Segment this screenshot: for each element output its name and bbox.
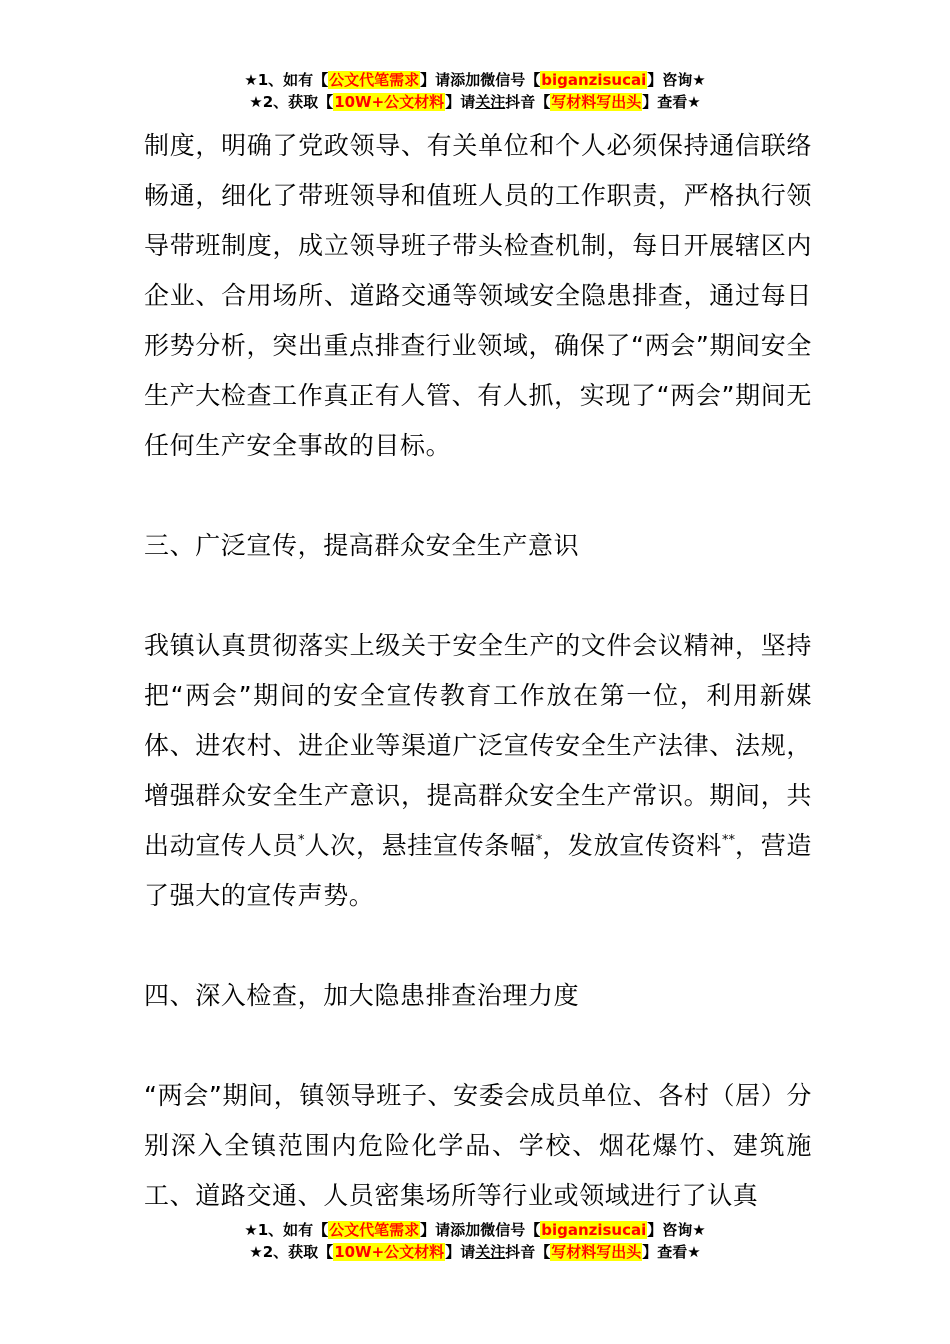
banner-text: ★1、如有【 bbox=[244, 1221, 329, 1239]
banner-underlined: 关注 bbox=[475, 93, 506, 111]
paragraph-gap bbox=[144, 1021, 812, 1071]
paragraph-gap bbox=[144, 571, 812, 621]
banner-text: 微信号【 bbox=[480, 71, 541, 89]
paragraph-text: 人次，悬挂宣传条幅 bbox=[304, 831, 536, 860]
banner-highlight: 写材料写出头 bbox=[551, 93, 642, 111]
banner-text: 抖音【 bbox=[505, 93, 551, 111]
paragraph-gap bbox=[144, 471, 812, 521]
paragraph: “两会”期间，镇领导班子、安委会成员单位、各村（居）分别深入全镇范围内危险化学品、学校、烟花爆竹、建筑施工、道路交通、人员密集场所等行业或领域进行了认真 bbox=[144, 1081, 812, 1210]
banner-highlight: 10W+公文材料 bbox=[334, 93, 445, 111]
section-heading: 四、深入检查，加大隐患排查治理力度 bbox=[144, 981, 580, 1010]
banner-text: 】咨询★ bbox=[647, 1221, 706, 1239]
banner-line-2 bbox=[0, 91, 950, 113]
banner-highlight: 10W+公文材料 bbox=[334, 1243, 445, 1261]
section-heading: 三、广泛宣传，提高群众安全生产意识 bbox=[144, 531, 580, 560]
banner-highlight: biganzisucai bbox=[541, 71, 647, 89]
banner-highlight: 写材料写出头 bbox=[551, 1243, 642, 1261]
paragraph-gap bbox=[144, 921, 812, 971]
banner-text: 抖音【 bbox=[505, 1243, 551, 1261]
banner-text: 】查看★ bbox=[642, 93, 701, 111]
paragraph bbox=[144, 621, 812, 921]
banner-line-1 bbox=[0, 1219, 950, 1241]
paragraph-text: ，发放宣传资料 bbox=[542, 831, 722, 860]
banner-text: 】请添 bbox=[420, 1221, 466, 1239]
banner-text: 加 bbox=[465, 1221, 481, 1239]
banner-text: 】请 bbox=[445, 93, 476, 111]
banner-highlight: 公文代笔需求 bbox=[329, 1221, 420, 1239]
banner-text: 】请 bbox=[445, 1243, 476, 1261]
placeholder-mark: * bbox=[298, 833, 305, 848]
banner-text: ★2、获取【 bbox=[249, 93, 334, 111]
banner-highlight: biganzisucai bbox=[541, 1221, 647, 1239]
banner-underlined: 关注 bbox=[475, 1243, 506, 1261]
header-banner bbox=[0, 69, 950, 113]
banner-text: ★2、获取【 bbox=[249, 1243, 334, 1261]
document-body bbox=[144, 121, 812, 1221]
paragraph-text: 我镇认真贯彻落实上级关于安全生产的文件会议精神，坚持把“两会”期间的安全宣传教育工作放在第一位，利用新媒体、进农村、进企业等渠道广泛宣传安全生产法律、法规，增强群众安全生产意识，提高群众安全生产常识。期间，共出动宣传人员 bbox=[144, 631, 812, 860]
banner-highlight: 公文代笔需求 bbox=[329, 71, 420, 89]
paragraph-text: ，营造了强大的宣传声势。 bbox=[144, 831, 813, 910]
banner-text: 】查看★ bbox=[642, 1243, 701, 1261]
banner-text: 】咨询★ bbox=[647, 71, 706, 89]
banner-line-2 bbox=[0, 1241, 950, 1263]
banner-text: ★1、如有【 bbox=[244, 71, 329, 89]
placeholder-mark: ** bbox=[721, 833, 735, 848]
banner-text: 】请添 bbox=[420, 71, 466, 89]
banner-line-1 bbox=[0, 69, 950, 91]
footer-banner bbox=[0, 1219, 950, 1263]
banner-text: 微信号【 bbox=[480, 1221, 541, 1239]
banner-text: 加 bbox=[465, 71, 481, 89]
paragraph: 制度，明确了党政领导、有关单位和个人必须保持通信联络畅通，细化了带班领导和值班人员的工作职责，严格执行领导带班制度，成立领导班子带头检查机制，每日开展辖区内企业、合用场所、道路交通等领域安全隐患排查，通过每日形势分析，突出重点排查行业领域，确保了“两会”期间安全生产大检查工作真正有人管、有人抓，实现了“两会”期间无任何生产安全事故的目标。 bbox=[144, 131, 812, 460]
placeholder-mark: * bbox=[535, 833, 543, 848]
